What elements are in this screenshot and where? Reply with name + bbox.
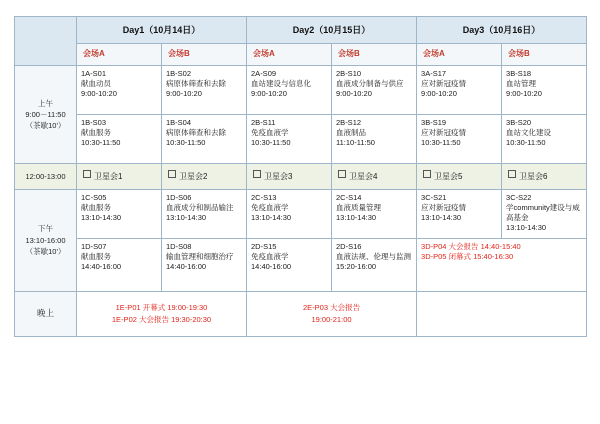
- session-hours: 13:10-14:30: [251, 212, 292, 222]
- day1-name: Day1: [122, 25, 145, 35]
- lunch-time-label: 12:00-13:00: [15, 163, 77, 189]
- session-title: 献血服务: [81, 202, 111, 212]
- session-title: 血液成分和制品输注: [166, 202, 234, 212]
- satellite-meeting-4[interactable]: [332, 163, 417, 189]
- satellite-meeting-6[interactable]: [502, 163, 587, 189]
- satellite-meeting-3[interactable]: [247, 163, 332, 189]
- header-corner-cell: [15, 17, 77, 66]
- session-hours: 13:10-14:30: [166, 212, 207, 222]
- evening-label: 晚上: [15, 291, 77, 336]
- session-title: 应对新冠疫情: [421, 202, 467, 212]
- checkbox-icon: [423, 170, 431, 178]
- satellite-meeting-2[interactable]: [162, 163, 247, 189]
- header-day-row: [15, 17, 587, 44]
- session-title: 应对新冠疫情: [421, 79, 467, 89]
- session-title: 学community建设与威高基金: [506, 202, 580, 222]
- session-code: 3B-S18: [506, 68, 532, 78]
- session-hours: 9:00-10:20: [421, 89, 457, 99]
- session-code: 2B-S10: [336, 68, 362, 78]
- session-1c-s06[interactable]: [162, 189, 247, 238]
- session-title: 输血管理和细胞治疗: [166, 251, 234, 261]
- session-3b-s20[interactable]: [502, 114, 587, 163]
- session-hours: 10:30-11:50: [166, 138, 206, 148]
- session-code: 3B-S20: [506, 117, 532, 127]
- satellite-label: 卫星会4: [349, 171, 378, 181]
- session-code: 1C-S05: [81, 192, 107, 202]
- checkbox-icon: [168, 170, 176, 178]
- satellite-meeting-1[interactable]: [77, 163, 162, 189]
- venue-day1-b: 会场B: [162, 44, 247, 66]
- morning-row-1: [15, 65, 587, 114]
- satellite-label: 卫星会5: [434, 171, 463, 181]
- session-1d-s08[interactable]: [162, 238, 247, 291]
- evening-line-1: 2E-P03 大会报告: [302, 302, 361, 312]
- session-code: 1B-S03: [81, 117, 107, 127]
- session-code: 2D-S16: [336, 241, 362, 251]
- afternoon-row-1: [15, 189, 587, 238]
- session-1c-s05[interactable]: [77, 189, 162, 238]
- session-title: 献血服务: [81, 251, 111, 261]
- schedule-table: [14, 16, 587, 337]
- session-code: 2A-S09: [251, 68, 277, 78]
- checkbox-icon: [508, 170, 516, 178]
- session-title: 血液制品: [336, 128, 367, 138]
- venue-day2-b: 会场B: [332, 44, 417, 66]
- session-2c-s14[interactable]: [332, 189, 417, 238]
- session-3c-s21[interactable]: [417, 189, 502, 238]
- session-code: 1D-S06: [166, 192, 192, 202]
- session-hours: 10:30-11:50: [506, 138, 546, 148]
- session-title: 病原体筛查和去除: [166, 79, 226, 89]
- session-title: 血液法规、伦理与监测: [336, 251, 412, 261]
- lunch-row: [15, 163, 587, 189]
- session-title: 血液成分制备与供应: [336, 79, 404, 89]
- session-title: 血站管理: [506, 79, 537, 89]
- satellite-label: 卫星会1: [94, 171, 123, 181]
- session-hours: 14:40-16:00: [81, 261, 122, 271]
- checkbox-icon: [83, 170, 91, 178]
- session-code: 2B-S11: [251, 117, 276, 127]
- session-2d-s16[interactable]: [332, 238, 417, 291]
- session-hours: 10:30-11:50: [81, 138, 121, 148]
- session-title: 应对新冠疫情: [421, 128, 467, 138]
- session-hours: 9:00-10:20: [506, 89, 542, 99]
- checkbox-icon: [338, 170, 346, 178]
- evening-line-2: 19:00-21:00: [311, 314, 352, 324]
- session-code: 1D-S08: [166, 241, 192, 251]
- session-2d-s15[interactable]: [247, 238, 332, 291]
- venue-day1-a: 会场A: [77, 44, 162, 66]
- session-hours: 13:10-14:30: [336, 212, 377, 222]
- session-title: 献血动员: [81, 79, 111, 89]
- day3-date: （10月16日）: [484, 25, 541, 35]
- session-2a-s09[interactable]: [247, 65, 332, 114]
- session-line-1: 3D-P04 大会报告 14:40-15:40: [421, 241, 521, 251]
- checkbox-icon: [253, 170, 261, 178]
- session-1b-s04[interactable]: [162, 114, 247, 163]
- session-3b-s19[interactable]: [417, 114, 502, 163]
- session-hours: 9:00-10:20: [251, 89, 287, 99]
- session-hours: 11:10-11:50: [336, 138, 375, 148]
- morning-break: （茶歇10'）: [25, 121, 66, 131]
- session-code: 1A-S01: [81, 68, 107, 78]
- session-code: 3B-S19: [421, 117, 447, 127]
- session-title: 免疫血液学: [251, 128, 289, 138]
- session-hours: 9:00-10:20: [166, 89, 202, 99]
- session-title: 免疫血液学: [251, 251, 289, 261]
- morning-time-label: [15, 65, 77, 163]
- evening-line-1: 1E-P01 开幕式 19:00-19:30: [115, 302, 208, 312]
- evening-day3-empty: [417, 291, 587, 336]
- session-1b-s02[interactable]: [162, 65, 247, 114]
- venue-day3-a: 会场A: [417, 44, 502, 66]
- satellite-label: 卫星会6: [519, 171, 548, 181]
- session-hours: 14:40-16:00: [251, 261, 292, 271]
- header-day2: [247, 17, 417, 44]
- evening-day2[interactable]: [247, 291, 417, 336]
- session-1d-s07[interactable]: [77, 238, 162, 291]
- afternoon-time-label: [15, 189, 77, 291]
- session-code: 1D-S07: [81, 241, 107, 251]
- afternoon-break: （茶歇10'）: [25, 246, 66, 256]
- evening-day1[interactable]: [77, 291, 247, 336]
- session-hours: 13:10-14:30: [506, 223, 547, 233]
- session-code: 2C-S13: [251, 192, 277, 202]
- morning-label: 上午: [38, 98, 53, 108]
- afternoon-label: 下午: [38, 224, 53, 234]
- session-title: 血站文化建设: [506, 128, 552, 138]
- day1-date: （10月14日）: [144, 25, 201, 35]
- header-day3: [417, 17, 587, 44]
- session-title: 血液质量管理: [336, 202, 382, 212]
- afternoon-range: 13:10-16:00: [25, 235, 66, 245]
- session-3d-plenary[interactable]: [417, 238, 587, 291]
- venue-day2-a: 会场A: [247, 44, 332, 66]
- session-3b-s18[interactable]: [502, 65, 587, 114]
- session-code: 3C-S22: [506, 192, 532, 202]
- session-title: 血站建设与信息化: [251, 79, 312, 89]
- session-2b-s12[interactable]: [332, 114, 417, 163]
- session-3a-s17[interactable]: [417, 65, 502, 114]
- satellite-label: 卫星会3: [264, 171, 293, 181]
- session-3c-s22[interactable]: [502, 189, 587, 238]
- session-title: 免疫血液学: [251, 202, 289, 212]
- satellite-label: 卫星会2: [179, 171, 208, 181]
- evening-line-2: 1E-P02 大会报告 19:30-20:30: [111, 314, 212, 324]
- session-2b-s10[interactable]: [332, 65, 417, 114]
- session-code: 1B-S02: [166, 68, 192, 78]
- session-hours: 9:00-10:20: [81, 89, 117, 99]
- session-hours: 13:10-14:30: [421, 212, 462, 222]
- header-day1: [77, 17, 247, 44]
- afternoon-row-2: [15, 238, 587, 291]
- morning-range: 9:00－11:50: [25, 109, 66, 119]
- satellite-meeting-5[interactable]: [417, 163, 502, 189]
- session-hours: 15:20-16:00: [336, 261, 377, 271]
- session-code: 3A-S17: [421, 68, 447, 78]
- session-1a-s01[interactable]: [77, 65, 162, 114]
- session-hours: 14:40-16:00: [166, 261, 207, 271]
- session-hours: 10:30-11:50: [251, 138, 291, 148]
- session-code: 2C-S14: [336, 192, 362, 202]
- header-venue-row: [15, 44, 587, 66]
- session-code: 2D-S15: [251, 241, 277, 251]
- session-code: 1B-S04: [166, 117, 192, 127]
- session-2b-s11[interactable]: [247, 114, 332, 163]
- session-title: 病原体筛查和去除: [166, 128, 226, 138]
- session-hours: 9:00-10:20: [336, 89, 372, 99]
- session-2c-s13[interactable]: [247, 189, 332, 238]
- session-1b-s03[interactable]: [77, 114, 162, 163]
- day2-name: Day2: [292, 25, 315, 35]
- day3-name: Day3: [462, 25, 485, 35]
- venue-day3-b: 会场B: [502, 44, 587, 66]
- day2-date: （10月15日）: [314, 25, 371, 35]
- session-title: 献血服务: [81, 128, 111, 138]
- morning-row-2: [15, 114, 587, 163]
- session-line-2: 3D-P05 闭幕式 15:40-16:30: [421, 251, 514, 261]
- session-hours: 10:30-11:50: [421, 138, 461, 148]
- session-code: 2B-S12: [336, 117, 362, 127]
- session-hours: 13:10-14:30: [81, 212, 122, 222]
- evening-row: [15, 291, 587, 336]
- session-code: 3C-S21: [421, 192, 447, 202]
